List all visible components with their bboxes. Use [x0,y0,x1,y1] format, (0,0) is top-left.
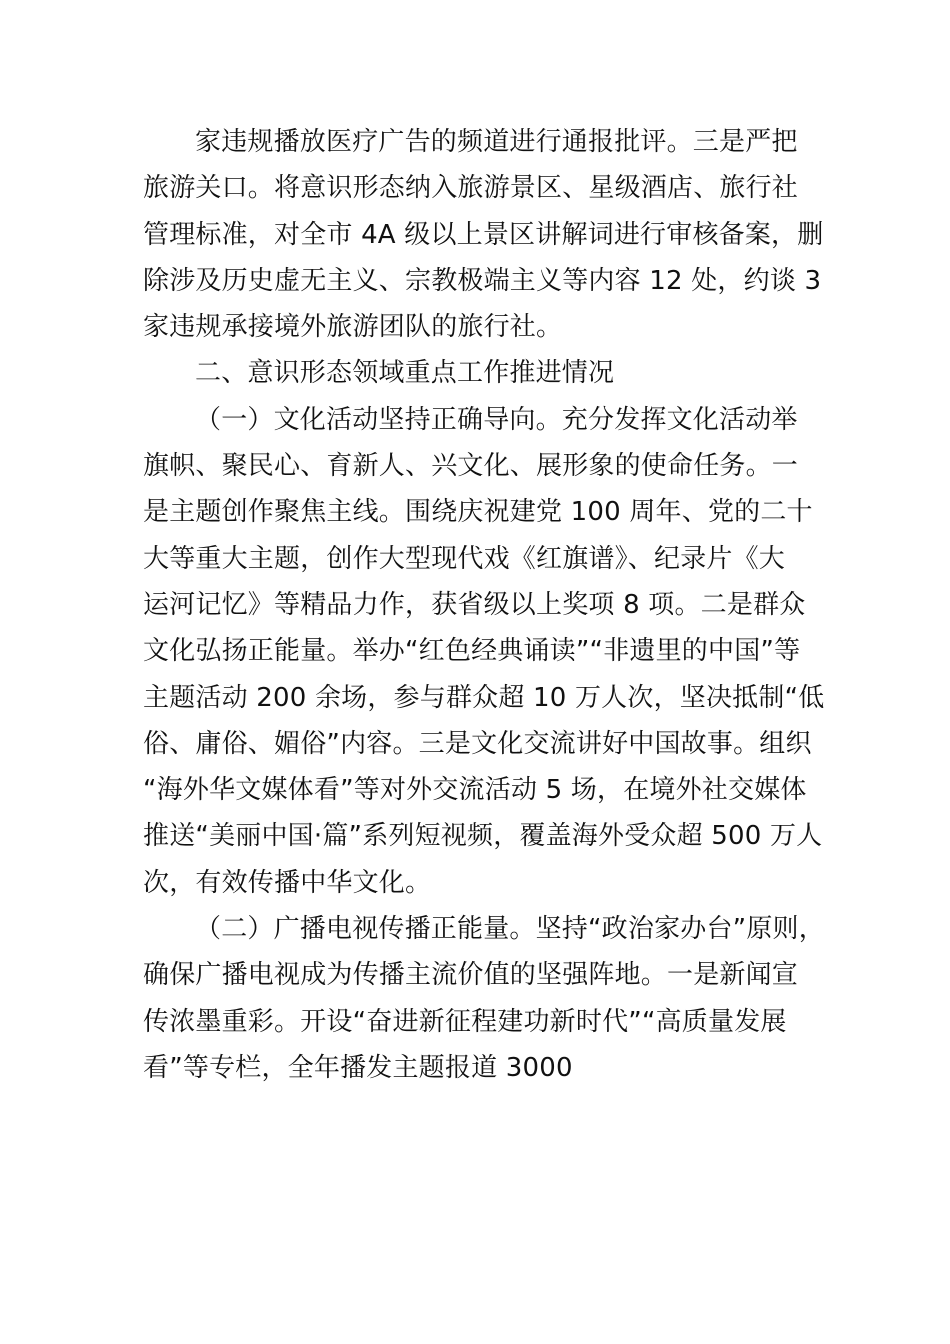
paragraph-line: 次，有效传播中华文化。 [143,867,432,898]
paragraph-line: 旅游关口。将意识形态纳入旅游景区、星级酒店、旅行社 [143,173,799,204]
paragraph-line: 主题活动 200 余场，参与群众超 10 万人次，坚决抵制“低 [143,682,825,713]
body-text [143,119,843,1091]
section-heading: 二、意识形态领域重点工作推进情况 [195,358,615,389]
paragraph-line: 文化弘扬正能量。举办“红色经典诵读”“非遗里的中国”等 [143,636,801,667]
paragraph-line: 旗帜、聚民心、育新人、兴文化、展形象的使命任务。一 [143,451,799,482]
paragraph-line: 推送“美丽中国·篇”系列短视频，覆盖海外受众超 500 万人 [143,821,823,852]
paragraph-line: 看”等专栏，全年播发主题报道 3000 [143,1052,573,1083]
subsection-line: （二）广播电视传播正能量。坚持“政治家办台”原则， [195,914,825,945]
subsection-line: （一）文化活动坚持正确导向。充分发挥文化活动举 [195,404,798,435]
paragraph-line: “海外华文媒体看”等对外交流活动 5 场，在境外社交媒体 [143,775,807,806]
paragraph-line: 俗、庸俗、媚俗”内容。三是文化交流讲好中国故事。组织 [143,728,812,759]
paragraph-line: 家违规承接境外旅游团队的旅行社。 [143,312,563,343]
paragraph-line: 家违规播放医疗广告的频道进行通报批评。三是严把 [195,127,798,157]
paragraph-line: 运河记忆》等精品力作，获省级以上奖项 8 项。二是群众 [143,589,806,620]
paragraph-line: 是主题创作聚焦主线。围绕庆祝建党 100 周年、党的二十 [143,497,813,528]
paragraph-line: 除涉及历史虚无主义、宗教极端主义等内容 12 处，约谈 3 [143,265,822,296]
paragraph-line: 管理标准，对全市 4A 级以上景区讲解词进行审核备案，删 [143,219,824,250]
paragraph-line: 大等重大主题，创作大型现代戏《红旗谱》、纪录片《大 [143,543,786,574]
paragraph-line: 传浓墨重彩。开设“奋进新征程建功新时代”“高质量发展 [143,1006,787,1037]
paragraph-line: 确保广播电视成为传播主流价值的坚强阵地。一是新闻宣 [143,960,799,991]
